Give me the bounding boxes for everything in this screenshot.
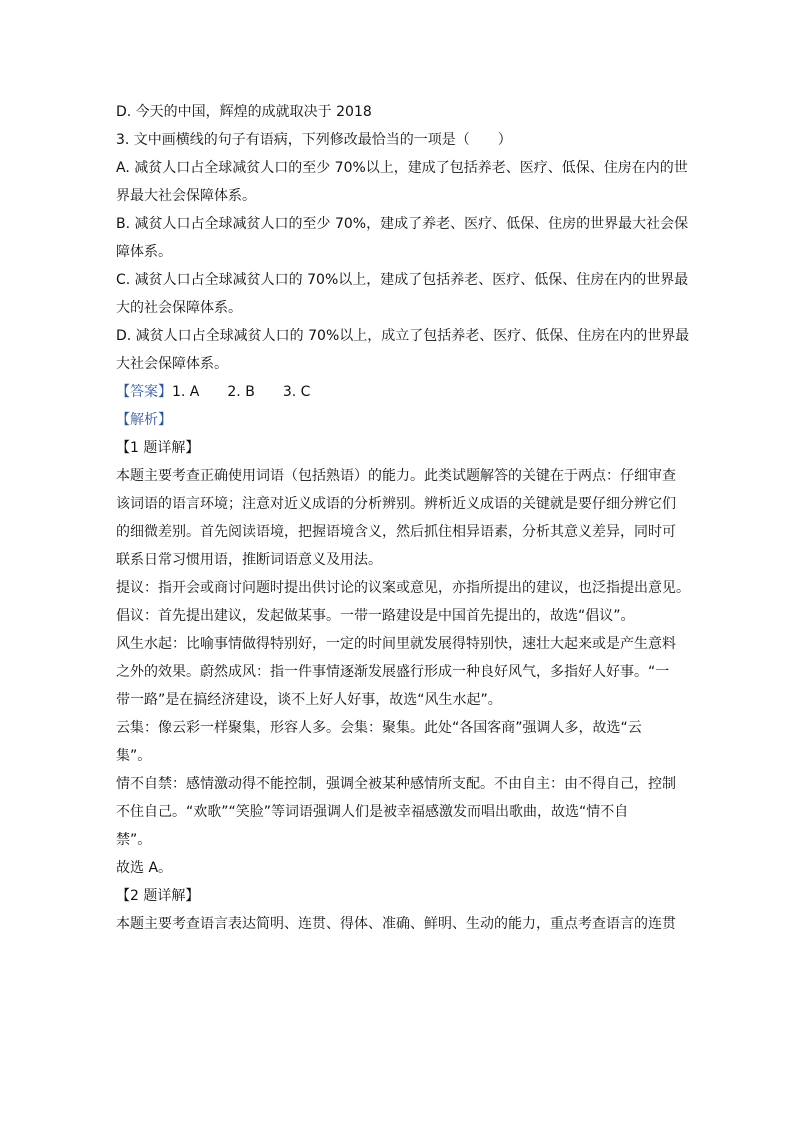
body1-line: 故选 A。 — [116, 860, 173, 876]
body1-line: 该词语的语言环境；注意对近义成语的分析辨别。辨析近义成语的关键就是要仔细分辨它们 — [116, 496, 676, 512]
option-d-line1: D. 减贫人口占全球减贫人口的 70%以上，成立了包括养老、医疗、低保、住房在内的世界最 — [116, 328, 690, 344]
body2-line: 本题主要考查语言表达简明、连贯、得体、准确、鲜明、生动的能力，重点考查语言的连贯 — [116, 916, 676, 932]
answer-item-2: 2. B — [227, 384, 255, 400]
body1-line: 联系日常习惯用语，推断词语意义及用法。 — [116, 552, 382, 568]
body1-line: 之外的效果。蔚然成风：指一件事情逐渐发展盛行形成一种良好风气，多指好人好事。“一 — [116, 664, 670, 680]
option-c-line2: 大的社会保障体系。 — [116, 300, 242, 316]
document-page — [116, 98, 690, 938]
answer-item-3: 3. C — [282, 384, 311, 400]
body1-line: 禁”。 — [116, 832, 152, 848]
section-2-heading: 【2 题详解】 — [116, 888, 200, 904]
analysis-tag: 【解析】 — [116, 412, 172, 428]
body1-line: 倡议：首先提出建议，发起做某事。一带一路建设是中国首先提出的，故选“倡议”。 — [116, 608, 635, 624]
option-a-line2: 界最大社会保障体系。 — [116, 188, 256, 204]
body1-line: 风生水起：比喻事情做得特别好，一定的时间里就发展得特别快，速壮大起来或是产生意料 — [116, 636, 676, 652]
question-3: 3. 文中画横线的句子有语病，下列修改最恰当的一项是（ ） — [116, 132, 512, 148]
body1-line: 情不自禁：感情激动得不能控制，强调全被某种感情所支配。不由自主：由不得自己，控制 — [116, 776, 676, 792]
body1-line: 带一路”是在搞经济建设，谈不上好人好事，故选“风生水起”。 — [116, 692, 502, 708]
body1-line: 本题主要考查正确使用词语（包括熟语）的能力。此类试题解答的关键在于两点：仔细审查 — [116, 468, 676, 484]
option-b-line1: B. 减贫人口占全球减贫人口的至少 70%，建成了养老、医疗、低保、住房的世界最大社会保 — [116, 216, 689, 232]
analysis-heading — [116, 406, 682, 434]
body1-line: 提议：指开会或商讨问题时提出供讨论的议案或意见，亦指所提出的建议，也泛指提出意见。 — [116, 580, 690, 596]
answer-line — [116, 378, 682, 406]
option-b-line2: 障体系。 — [116, 244, 172, 260]
body1-line: 云集：像云彩一样聚集，形容人多。会集：聚集。此处“各国客商”强调人多，故选“云 — [116, 720, 642, 736]
body1-line: 集”。 — [116, 748, 152, 764]
answer-tag: 【答案】 — [116, 384, 172, 400]
option-a-line1: A. 减贫人口占全球减贫人口的至少 70%以上，建成了包括养老、医疗、低保、住房在内的世 — [116, 160, 688, 176]
answer-item-1: 1. A — [172, 384, 200, 400]
option-d-line2: 大社会保障体系。 — [116, 356, 228, 372]
body1-line: 不住自己。“欢歌”“笑脸”等词语强调人们是被幸福感激发而唱出歌曲，故选“情不自 — [116, 804, 629, 820]
section-1-heading: 【1 题详解】 — [116, 440, 200, 456]
body1-line: 的细微差别。首先阅读语境，把握语境含义，然后抓住相异语素，分析其意义差异，同时可 — [116, 524, 676, 540]
option-d-q2: D. 今天的中国，辉煌的成就取决于 2018 — [116, 104, 372, 120]
option-c-line1: C. 减贫人口占全球减贫人口的 70%以上，建成了包括养老、医疗、低保、住房在内的世界最 — [116, 272, 689, 288]
